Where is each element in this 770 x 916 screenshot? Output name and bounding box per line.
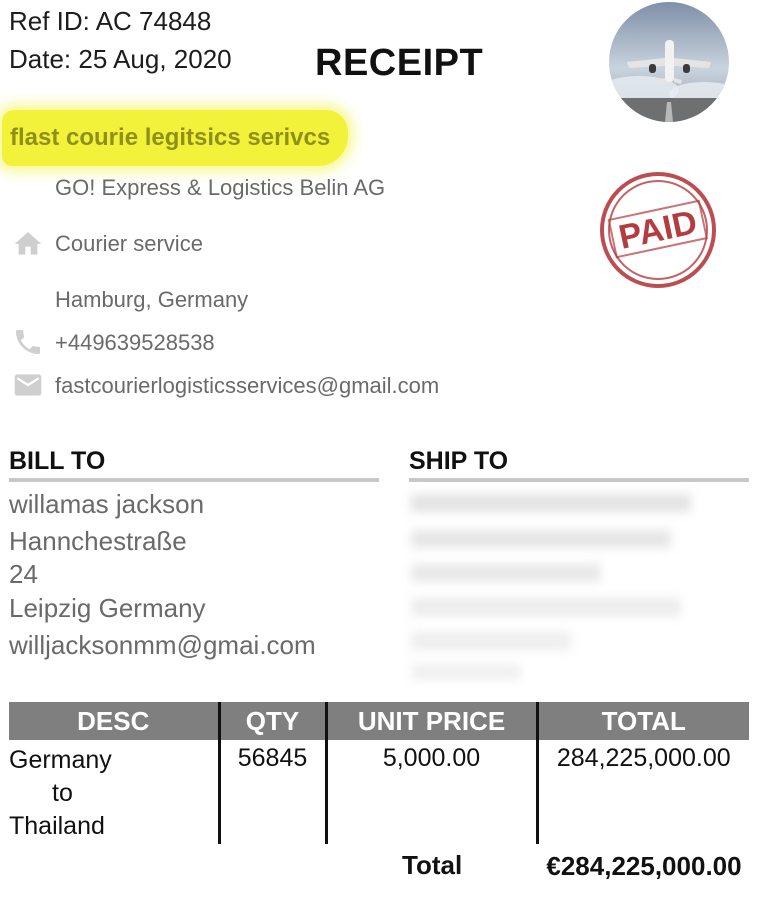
row-qty: 56845	[219, 740, 326, 844]
table-header-row	[9, 702, 749, 740]
company-location: Hamburg, Germany	[55, 287, 249, 312]
company-name: flast courie legitsics serivcs	[2, 110, 348, 166]
company-email: fastcourierlogisticsservices@gmail.com	[55, 373, 440, 398]
column-header-qty: QTY	[219, 702, 326, 740]
ref-id: Ref ID: AC 74848	[9, 6, 212, 36]
phone-icon	[12, 326, 44, 358]
ship-to-redacted-address	[409, 490, 729, 680]
bill-to-street: Hannchestraße	[9, 526, 187, 556]
row-unit-price: 5,000.00	[326, 740, 537, 844]
total-label: Total	[402, 850, 463, 880]
home-icon	[12, 228, 44, 260]
row-desc-line3: Thailand	[9, 812, 105, 840]
row-desc	[9, 740, 219, 844]
bill-to-divider	[9, 478, 379, 482]
bill-to-name: willamas jackson	[9, 489, 205, 519]
bill-to-number: 24	[9, 559, 38, 589]
ship-to-divider	[409, 478, 749, 482]
row-desc-line2: to	[52, 779, 73, 807]
column-header-desc: DESC	[9, 702, 219, 740]
row-desc-line1: Germany	[9, 746, 112, 774]
items-table	[9, 702, 749, 844]
receipt-date: Date: 25 Aug, 2020	[9, 44, 232, 74]
paid-stamp	[598, 170, 718, 290]
airplane-avatar	[609, 2, 729, 122]
company-phone: +449639528538	[55, 330, 215, 355]
receipt-title: RECEIPT	[315, 42, 484, 84]
column-header-total: TOTAL	[537, 702, 749, 740]
bill-to-email: willjacksonmm@gmai.com	[9, 630, 316, 660]
total-value: €284,225,000.00	[546, 851, 742, 881]
airplane-photo	[609, 2, 729, 122]
company-type: Courier service	[55, 231, 203, 256]
email-icon	[12, 369, 44, 401]
ship-to-heading: SHIP TO	[409, 447, 509, 475]
stamp-text: PAID	[615, 203, 701, 257]
bill-to-heading: BILL TO	[9, 447, 106, 475]
company-legal-name: GO! Express & Logistics Belin AG	[55, 175, 386, 200]
row-total: 284,225,000.00	[537, 740, 749, 844]
column-header-unit-price: UNIT PRICE	[326, 702, 537, 740]
bill-to-city: Leipzig Germany	[9, 593, 206, 623]
table-row	[9, 740, 749, 844]
